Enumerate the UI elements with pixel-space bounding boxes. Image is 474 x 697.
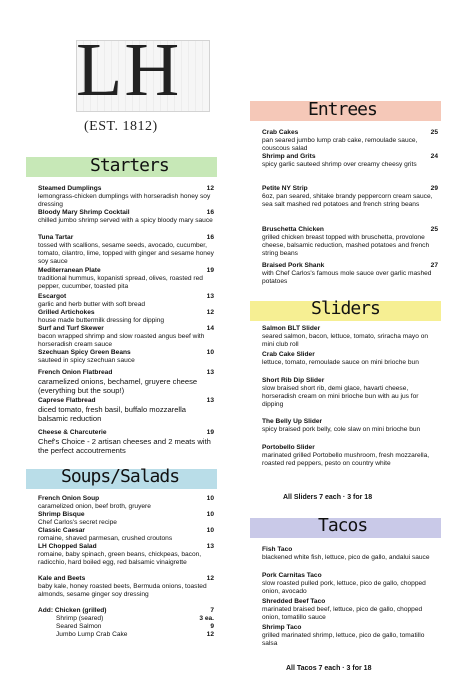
menu-item-name: Shrimp Taco [262,624,302,631]
menu-item [262,598,438,622]
menu-item-price: 13 [206,293,214,300]
menu-item-price: 27 [430,262,438,269]
menu-item-name: LH Chopped Salad [38,543,97,550]
menu-item-description: grilled marinated shrimp, lettuce, pico de gallo, tomatillo salsa [262,632,425,648]
addon-item-price: 9 [210,623,214,631]
restaurant-logo [58,28,208,136]
addon-item-name: Shrimp (seared) [56,615,104,623]
menu-item-description: 6oz, pan seared, shitake brandy peppercorn cream sauce, sea salt mashed red potatoes and french string beans [262,193,433,209]
menu-item-description: sauteed in spicy szechuan sauce [38,357,135,365]
menu-item [38,234,214,266]
menu-item-price: 10 [206,527,214,534]
menu-item-price: 19 [206,429,214,436]
menu-item-price: 14 [206,325,214,332]
menu-item-description: marinated braised beef, lettuce, pico de gallo, chopped onion, tomatillo sauce [262,606,423,622]
established-year: (EST. 1812) [84,119,158,134]
menu-item-name: Petite NY Strip [262,185,308,192]
menu-item-name: Classic Caesar [38,527,85,534]
menu-item-description: spicy braised pork belly, cole slaw on mini brioche bun [262,426,421,434]
menu-item-description: lemongrass-chicken dumplings with horseradish honey soy dressing [38,193,211,209]
menu-item-name: Bloody Mary Shrimp Cocktail [38,209,130,216]
menu-item [38,429,214,456]
menu-item [38,309,214,325]
menu-item-price: 10 [206,495,214,502]
menu-item [262,325,438,349]
menu-item-description: baby kale, honey roasted beets, Bermuda onions, toasted almonds, sesame ginger soy dressing [38,583,207,599]
menu-item-name: Grilled Artichokes [38,309,95,316]
menu-item-description: with Chef Carlos's famous mole sauce over garlic mashed potatoes [262,270,432,286]
menu-item-name: Steamed Dumplings [38,185,102,192]
menu-item-name: The Belly Up Slider [262,418,323,425]
menu-item [38,527,214,543]
menu-item-description: marinated grilled Portobello mushroom, fresh mozzarella, roasted red peppers, pesto on country white [262,452,430,468]
salad-addons [38,607,214,639]
menu-item-description: slow roasted pulled pork, lettuce, pico de gallo, chopped onion, avocado [262,580,426,596]
menu-item-description: house made buttermilk dressing for dipping [38,317,165,325]
menu-item-description: garlic and herb butter with soft bread [38,301,146,309]
menu-item [38,185,214,209]
menu-item-description: seared salmon, bacon, lettuce, tomato, sriracha mayo on mini club roll [262,333,429,349]
menu-item [262,418,438,434]
menu-item-name: Shrimp Bisque [38,511,85,518]
menu-item-description: romaine, shaved parmesan, crushed croutons [38,535,173,543]
menu-item-name: Bruschetta Chicken [262,226,324,233]
entrees-title: Entrees [308,99,377,120]
menu-item [262,572,438,596]
menu-item-name: Escargot [38,293,67,300]
tacos-title: Tacos [318,515,368,536]
menu-item [38,369,214,396]
menu-item-description: caramelized onions, bechamel, gruyere cheese (everything but the soup!) [38,377,198,396]
menu-item-name: Tuna Tartar [38,234,74,241]
menu-item-name: Kale and Beets [38,575,86,582]
menu-item-name: Salmon BLT Slider [262,325,321,332]
menu-item-name: Caprese Flatbread [38,397,96,404]
menu-item [262,226,438,258]
addon-item-name: Seared Salmon [56,623,102,631]
addon-label-price: 7 [210,607,214,614]
menu-item-name: Portobello Slider [262,444,315,451]
menu-item-description: bacon wrapped shrimp and slow roasted angus beef with horseradish cream sauce [38,333,205,349]
menu-item [262,129,438,153]
menu-item-price: 25 [430,226,438,233]
menu-item [262,444,438,468]
menu-item-name: Mediterranean Plate [38,267,101,274]
menu-item-price: 25 [430,129,438,136]
soups-title: Soups/Salads [61,466,180,487]
menu-item [38,267,214,291]
menu-item [262,624,438,648]
menu-item-description: Chef's Choice - 2 artisan cheeses and 2 meats with the perfect accoutrements [38,437,211,456]
menu-item-price: 12 [206,185,214,192]
menu-item [38,209,214,225]
menu-item [262,377,438,409]
menu-item [262,546,438,562]
menu-item-price: 13 [206,369,214,376]
menu-item-price: 24 [430,153,438,160]
menu-item-description: caramelized onion, beef broth, gruyere [38,503,151,511]
menu-item [262,262,438,286]
menu-item-description: chilled jumbo shrimp served with a spicy bloody mary sauce [38,217,213,225]
starters-title: Starters [90,155,169,176]
menu-item-name: Shrimp and Grits [262,153,316,160]
menu-item-name: Szechuan Spicy Green Beans [38,349,131,356]
menu-item-description: spicy garlic sauteed shrimp over creamy cheesy grits [262,161,417,169]
menu-item-description: grilled chicken breast topped with bruschetta, provolone cheese, balsamic reduction, mashed potatoes and french string beans [262,234,430,258]
menu-item-price: 16 [206,234,214,241]
menu-item-name: Shredded Beef Taco [262,598,326,605]
sliders-pricing: All Sliders 7 each · 3 for 18 [283,494,373,501]
menu-item-name: Crab Cake Slider [262,351,315,358]
menu-item [38,397,214,424]
menu-item-price: 29 [430,185,438,192]
menu-item-price: 10 [206,511,214,518]
menu-item-price: 12 [206,575,214,582]
menu-item-description: slow braised short rib, demi glace, havarti cheese, horseradish cream on mini brioche bun with au jus for dipping [262,385,419,409]
menu-item [38,511,214,527]
menu-item-name: French Onion Flatbread [38,369,113,376]
menu-item-price: 13 [206,543,214,550]
menu-item [262,185,438,209]
menu-item-name: Pork Carnitas Taco [262,572,322,579]
menu-item [38,543,214,567]
menu-item [38,349,214,365]
logo-letters: LH [76,28,182,112]
menu-item-name: Braised Pork Shank [262,262,325,269]
menu-item-description: pan seared jumbo lump crab cake, remoulade sauce, couscous salad [262,137,418,153]
menu-item-price: 10 [206,349,214,356]
menu-item [38,575,214,599]
menu-item-price: 16 [206,209,214,216]
menu-item-price: 19 [206,267,214,274]
menu-item-name: Cheese & Charcuterie [38,429,107,436]
menu-item-description: diced tomato, fresh basil, buffalo mozzarella balsamic reduction [38,405,187,424]
menu-item-description: romaine, baby spinach, green beans, chickpeas, bacon, radicchio, hard boiled egg, red balsamic vinaigrette [38,551,202,567]
menu-item-description: tossed with scallions, sesame seeds, avocado, cucumber, tomato, cilantro, lime, topped with ginger and sesame honey soy sauce [38,242,214,266]
menu-item-name: Crab Cakes [262,129,299,136]
menu-item-description: lettuce, tomato, remoulade sauce on mini brioche bun [262,359,419,367]
menu-item-price: 12 [206,309,214,316]
menu-item-description: Chef Carlos's secret recipe [38,519,117,527]
menu-item-price: 13 [206,397,214,404]
menu-item-description: blackened white fish, lettuce, pico de gallo, andalui sauce [262,554,430,562]
menu-item-name: Surf and Turf Skewer [38,325,104,332]
menu-item [38,293,214,309]
menu-item-description: traditional hummus, kopanisti spread, olives, roasted red pepper, cucumber, toasted pita [38,275,203,291]
menu-item [38,325,214,349]
menu-item [38,495,214,511]
menu-item-name: Short Rib Dip Slider [262,377,325,384]
sliders-title: Sliders [311,298,380,319]
tacos-pricing: All Tacos 7 each · 3 for 18 [286,665,372,672]
menu-item-name: French Onion Soup [38,495,100,502]
menu-item-name: Fish Taco [262,546,293,553]
addon-item-price: 12 [206,631,214,639]
menu-item [262,351,438,367]
addon-label: Add: Chicken (grilled) [38,607,107,614]
addon-item-price: 3 ea. [199,615,214,623]
menu-item [262,153,438,169]
addon-item-name: Jumbo Lump Crab Cake [56,631,128,639]
